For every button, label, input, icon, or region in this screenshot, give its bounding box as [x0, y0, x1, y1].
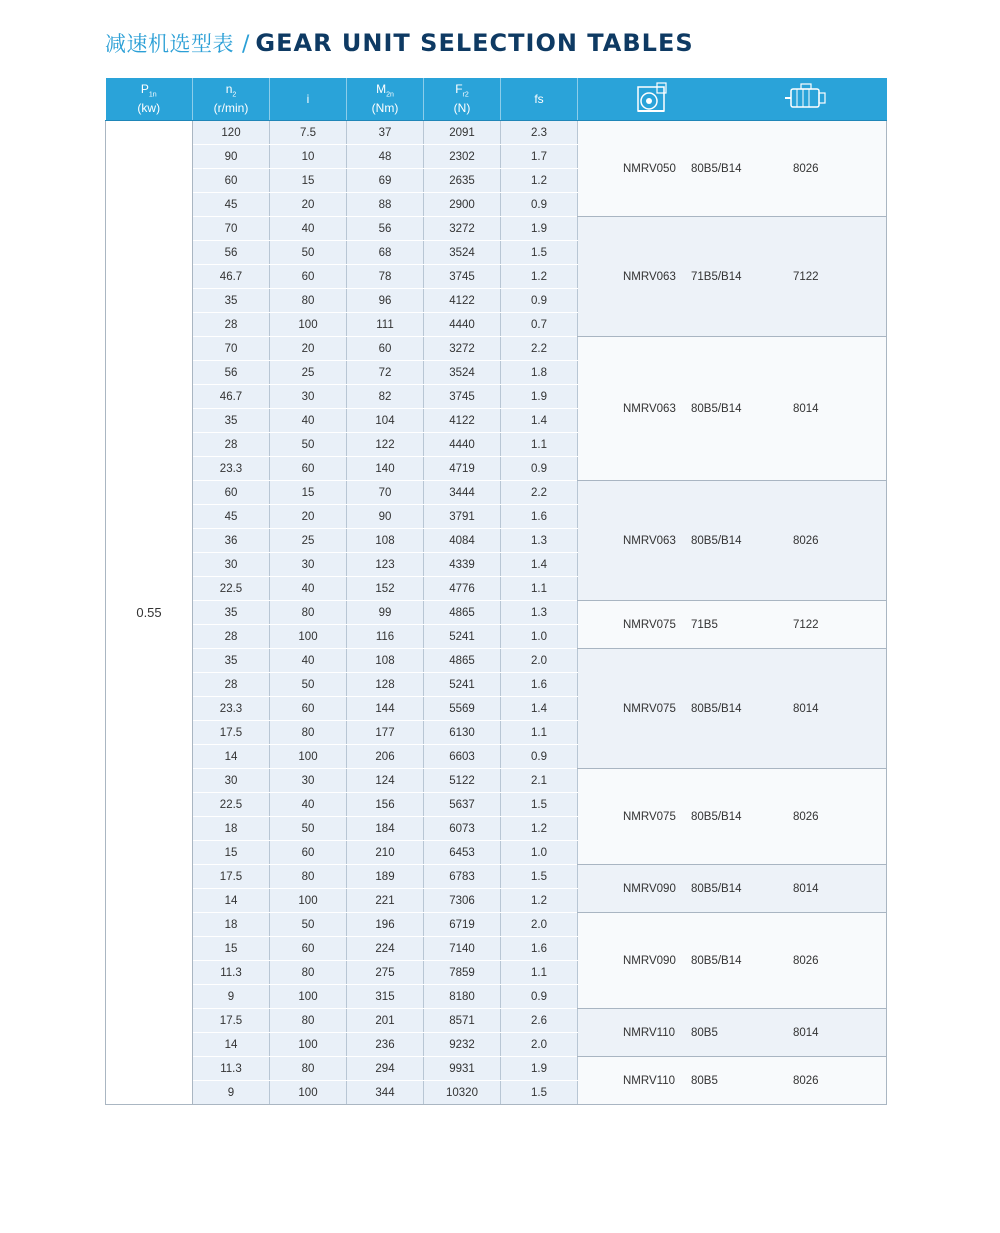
radial-load-cell: 3745: [424, 385, 501, 409]
ratio-cell: 10: [270, 145, 347, 169]
ratio-cell: 60: [270, 841, 347, 865]
radial-load-cell: 4122: [424, 409, 501, 433]
table-row: [106, 601, 887, 625]
torque-cell: 82: [347, 385, 424, 409]
n2-cell: 45: [193, 193, 270, 217]
n2-cell: 17.5: [193, 721, 270, 745]
fs-cell: 1.5: [501, 241, 578, 265]
torque-cell: 60: [347, 337, 424, 361]
torque-cell: 99: [347, 601, 424, 625]
motor-code: 7122: [793, 270, 819, 283]
fs-cell: 1.1: [501, 577, 578, 601]
radial-load-cell: 5241: [424, 625, 501, 649]
flange-spec: 80B5/B14: [691, 882, 742, 895]
torque-cell: 294: [347, 1057, 424, 1081]
torque-cell: 140: [347, 457, 424, 481]
n2-cell: 56: [193, 361, 270, 385]
model-cell: [578, 1009, 887, 1057]
radial-load-cell: 3524: [424, 361, 501, 385]
model-name: NMRV050: [623, 162, 676, 175]
header-images: [578, 78, 887, 121]
n2-cell: 9: [193, 1081, 270, 1105]
n2-cell: 11.3: [193, 961, 270, 985]
radial-load-cell: 8180: [424, 985, 501, 1009]
fs-cell: 2.2: [501, 337, 578, 361]
ratio-cell: 100: [270, 745, 347, 769]
fs-cell: 1.1: [501, 433, 578, 457]
radial-load-cell: 4865: [424, 601, 501, 625]
flange-spec: 80B5/B14: [691, 162, 742, 175]
torque-cell: 177: [347, 721, 424, 745]
ratio-cell: 60: [270, 457, 347, 481]
flange-spec: 80B5/B14: [691, 534, 742, 547]
model-name: NMRV075: [623, 810, 676, 823]
radial-load-cell: 6783: [424, 865, 501, 889]
model-name: NMRV075: [623, 702, 676, 715]
radial-load-cell: 7306: [424, 889, 501, 913]
model-name: NMRV063: [623, 402, 676, 415]
fs-cell: 0.9: [501, 193, 578, 217]
fs-cell: 2.6: [501, 1009, 578, 1033]
radial-load-cell: 3524: [424, 241, 501, 265]
ratio-cell: 80: [270, 601, 347, 625]
n2-cell: 14: [193, 745, 270, 769]
motor-icon: [783, 83, 829, 116]
ratio-cell: 60: [270, 937, 347, 961]
radial-load-cell: 5637: [424, 793, 501, 817]
fs-cell: 1.2: [501, 265, 578, 289]
n2-cell: 28: [193, 625, 270, 649]
header-row: [106, 78, 887, 121]
flange-spec: 80B5/B14: [691, 954, 742, 967]
radial-load-cell: 3272: [424, 217, 501, 241]
flange-spec: 71B5/B14: [691, 270, 742, 283]
fs-cell: 1.3: [501, 601, 578, 625]
ratio-cell: 50: [270, 817, 347, 841]
torque-cell: 189: [347, 865, 424, 889]
radial-load-cell: 4719: [424, 457, 501, 481]
motor-code: 8014: [793, 882, 819, 895]
radial-load-cell: 5569: [424, 697, 501, 721]
flange-spec: 80B5: [691, 1026, 718, 1039]
radial-load-cell: 9232: [424, 1033, 501, 1057]
radial-load-cell: 6130: [424, 721, 501, 745]
motor-code: 8026: [793, 534, 819, 547]
torque-cell: 116: [347, 625, 424, 649]
torque-cell: 224: [347, 937, 424, 961]
ratio-cell: 30: [270, 385, 347, 409]
ratio-cell: 80: [270, 865, 347, 889]
fs-cell: 1.2: [501, 169, 578, 193]
motor-code: 8026: [793, 1074, 819, 1087]
n2-cell: 28: [193, 313, 270, 337]
torque-cell: 72: [347, 361, 424, 385]
fs-cell: 2.2: [501, 481, 578, 505]
n2-cell: 14: [193, 1033, 270, 1057]
table-row: [106, 481, 887, 505]
header-output-speed: $n_2$ (r/min): [193, 78, 270, 121]
table-row: [106, 649, 887, 673]
torque-cell: 90: [347, 505, 424, 529]
model-name: NMRV063: [623, 270, 676, 283]
torque-cell: 344: [347, 1081, 424, 1105]
fs-cell: 1.4: [501, 553, 578, 577]
ratio-cell: 100: [270, 1081, 347, 1105]
torque-cell: 78: [347, 265, 424, 289]
radial-load-cell: 5122: [424, 769, 501, 793]
fs-cell: 1.8: [501, 361, 578, 385]
radial-load-cell: 4440: [424, 313, 501, 337]
ratio-cell: 100: [270, 313, 347, 337]
flange-spec: 80B5/B14: [691, 810, 742, 823]
fs-cell: 1.4: [501, 409, 578, 433]
ratio-cell: 40: [270, 577, 347, 601]
n2-cell: 46.7: [193, 385, 270, 409]
torque-cell: 152: [347, 577, 424, 601]
table-row: [106, 1009, 887, 1033]
radial-load-cell: 4084: [424, 529, 501, 553]
title-chinese: 减速机选型表: [105, 32, 234, 56]
radial-load-cell: 3745: [424, 265, 501, 289]
model-name: NMRV063: [623, 534, 676, 547]
fs-cell: 0.7: [501, 313, 578, 337]
model-cell: [578, 481, 887, 601]
model-name: NMRV110: [623, 1074, 675, 1087]
ratio-cell: 80: [270, 289, 347, 313]
motor-code: 8014: [793, 702, 819, 715]
model-cell: [578, 769, 887, 865]
model-cell: [578, 337, 887, 481]
n2-cell: 17.5: [193, 865, 270, 889]
n2-cell: 70: [193, 217, 270, 241]
table-row: [106, 865, 887, 889]
n2-cell: 30: [193, 769, 270, 793]
torque-cell: 156: [347, 793, 424, 817]
torque-cell: 144: [347, 697, 424, 721]
ratio-cell: 60: [270, 697, 347, 721]
radial-load-cell: 4122: [424, 289, 501, 313]
table-row: [106, 1057, 887, 1081]
radial-load-cell: 3444: [424, 481, 501, 505]
ratio-cell: 100: [270, 985, 347, 1009]
n2-cell: 28: [193, 433, 270, 457]
model-cell: [578, 601, 887, 649]
ratio-cell: 15: [270, 169, 347, 193]
n2-cell: 9: [193, 985, 270, 1009]
motor-code: 8014: [793, 1026, 819, 1039]
table-row: [106, 217, 887, 241]
header-output-torque: $M_{2n}$ (Nm): [347, 78, 424, 121]
torque-cell: 128: [347, 673, 424, 697]
torque-cell: 123: [347, 553, 424, 577]
torque-cell: 221: [347, 889, 424, 913]
radial-load-cell: 8571: [424, 1009, 501, 1033]
header-ratio: i: [270, 78, 347, 121]
fs-cell: 2.0: [501, 649, 578, 673]
n2-cell: 22.5: [193, 793, 270, 817]
fs-cell: 1.1: [501, 961, 578, 985]
radial-load-cell: 3272: [424, 337, 501, 361]
fs-cell: 1.5: [501, 865, 578, 889]
radial-load-cell: 5241: [424, 673, 501, 697]
ratio-cell: 60: [270, 265, 347, 289]
n2-cell: 15: [193, 841, 270, 865]
table-row: [106, 769, 887, 793]
n2-cell: 23.3: [193, 697, 270, 721]
ratio-cell: 50: [270, 673, 347, 697]
n2-cell: 46.7: [193, 265, 270, 289]
torque-cell: 96: [347, 289, 424, 313]
model-name: NMRV090: [623, 882, 676, 895]
model-cell: [578, 649, 887, 769]
ratio-cell: 30: [270, 769, 347, 793]
radial-load-cell: 4776: [424, 577, 501, 601]
ratio-cell: 40: [270, 217, 347, 241]
fs-cell: 1.6: [501, 673, 578, 697]
title-separator: /: [242, 32, 250, 57]
n2-cell: 90: [193, 145, 270, 169]
n2-cell: 22.5: [193, 577, 270, 601]
n2-cell: 18: [193, 913, 270, 937]
torque-cell: 68: [347, 241, 424, 265]
ratio-cell: 80: [270, 1057, 347, 1081]
ratio-cell: 20: [270, 337, 347, 361]
n2-cell: 70: [193, 337, 270, 361]
power-cell: 0.55: [106, 121, 193, 1105]
n2-cell: 11.3: [193, 1057, 270, 1081]
table-row: [106, 913, 887, 937]
fs-cell: 1.6: [501, 505, 578, 529]
header-power: $P_{1n}$ (kw): [106, 78, 193, 121]
n2-cell: 60: [193, 481, 270, 505]
torque-cell: 210: [347, 841, 424, 865]
fs-cell: 1.9: [501, 217, 578, 241]
page-title: [105, 28, 694, 62]
torque-cell: 201: [347, 1009, 424, 1033]
n2-cell: 23.3: [193, 457, 270, 481]
n2-cell: 60: [193, 169, 270, 193]
torque-cell: 56: [347, 217, 424, 241]
motor-code: 7122: [793, 618, 819, 631]
ratio-cell: 80: [270, 1009, 347, 1033]
fs-cell: 1.2: [501, 889, 578, 913]
torque-cell: 275: [347, 961, 424, 985]
radial-load-cell: 4440: [424, 433, 501, 457]
torque-cell: 48: [347, 145, 424, 169]
model-name: NMRV090: [623, 954, 676, 967]
fs-cell: 0.9: [501, 745, 578, 769]
fs-cell: 1.4: [501, 697, 578, 721]
fs-cell: 1.5: [501, 1081, 578, 1105]
model-cell: [578, 121, 887, 217]
torque-cell: 184: [347, 817, 424, 841]
fs-cell: 2.0: [501, 1033, 578, 1057]
ratio-cell: 50: [270, 241, 347, 265]
n2-cell: 15: [193, 937, 270, 961]
radial-load-cell: 9931: [424, 1057, 501, 1081]
ratio-cell: 80: [270, 961, 347, 985]
motor-code: 8026: [793, 954, 819, 967]
n2-cell: 35: [193, 289, 270, 313]
selection-table: [105, 78, 887, 1105]
fs-cell: 2.3: [501, 121, 578, 145]
radial-load-cell: 3791: [424, 505, 501, 529]
fs-cell: 0.9: [501, 985, 578, 1009]
n2-cell: 28: [193, 673, 270, 697]
n2-cell: 17.5: [193, 1009, 270, 1033]
n2-cell: 120: [193, 121, 270, 145]
gear-unit-icon: [635, 81, 669, 118]
n2-cell: 14: [193, 889, 270, 913]
radial-load-cell: 6719: [424, 913, 501, 937]
flange-spec: 80B5: [691, 1074, 718, 1087]
motor-code: 8014: [793, 402, 819, 415]
header-radial-load: $F_{r2}$ (N): [424, 78, 501, 121]
torque-cell: 124: [347, 769, 424, 793]
ratio-cell: 20: [270, 505, 347, 529]
fs-cell: 2.0: [501, 913, 578, 937]
fs-cell: 1.7: [501, 145, 578, 169]
torque-cell: 108: [347, 649, 424, 673]
radial-load-cell: 4865: [424, 649, 501, 673]
n2-cell: 18: [193, 817, 270, 841]
n2-cell: 35: [193, 649, 270, 673]
fs-cell: 1.5: [501, 793, 578, 817]
radial-load-cell: 7859: [424, 961, 501, 985]
radial-load-cell: 6453: [424, 841, 501, 865]
fs-cell: 1.0: [501, 841, 578, 865]
fs-cell: 1.9: [501, 385, 578, 409]
torque-cell: 196: [347, 913, 424, 937]
ratio-cell: 50: [270, 913, 347, 937]
header-service-factor: fs: [501, 78, 578, 121]
ratio-cell: 100: [270, 889, 347, 913]
torque-cell: 37: [347, 121, 424, 145]
radial-load-cell: 6073: [424, 817, 501, 841]
fs-cell: 0.9: [501, 289, 578, 313]
radial-load-cell: 4339: [424, 553, 501, 577]
torque-cell: 206: [347, 745, 424, 769]
ratio-cell: 25: [270, 529, 347, 553]
fs-cell: 1.0: [501, 625, 578, 649]
model-name: NMRV110: [623, 1026, 675, 1039]
ratio-cell: 50: [270, 433, 347, 457]
ratio-cell: 40: [270, 793, 347, 817]
torque-cell: 88: [347, 193, 424, 217]
table-row: [106, 337, 887, 361]
fs-cell: 1.1: [501, 721, 578, 745]
fs-cell: 1.3: [501, 529, 578, 553]
n2-cell: 56: [193, 241, 270, 265]
ratio-cell: 30: [270, 553, 347, 577]
fs-cell: 0.9: [501, 457, 578, 481]
radial-load-cell: 7140: [424, 937, 501, 961]
n2-cell: 36: [193, 529, 270, 553]
radial-load-cell: 6603: [424, 745, 501, 769]
model-cell: [578, 217, 887, 337]
torque-cell: 108: [347, 529, 424, 553]
radial-load-cell: 2302: [424, 145, 501, 169]
radial-load-cell: 10320: [424, 1081, 501, 1105]
fs-cell: 1.9: [501, 1057, 578, 1081]
radial-load-cell: 2635: [424, 169, 501, 193]
torque-cell: 70: [347, 481, 424, 505]
torque-cell: 315: [347, 985, 424, 1009]
fs-cell: 2.1: [501, 769, 578, 793]
ratio-cell: 100: [270, 1033, 347, 1057]
ratio-cell: 100: [270, 625, 347, 649]
model-cell: [578, 913, 887, 1009]
ratio-cell: 7.5: [270, 121, 347, 145]
flange-spec: 80B5/B14: [691, 402, 742, 415]
torque-cell: 111: [347, 313, 424, 337]
torque-cell: 69: [347, 169, 424, 193]
ratio-cell: 20: [270, 193, 347, 217]
ratio-cell: 40: [270, 649, 347, 673]
flange-spec: 71B5: [691, 618, 718, 631]
n2-cell: 45: [193, 505, 270, 529]
table-row: [106, 121, 887, 145]
model-cell: [578, 865, 887, 913]
fs-cell: 1.2: [501, 817, 578, 841]
radial-load-cell: 2091: [424, 121, 501, 145]
torque-cell: 104: [347, 409, 424, 433]
model-cell: [578, 1057, 887, 1105]
torque-cell: 236: [347, 1033, 424, 1057]
radial-load-cell: 2900: [424, 193, 501, 217]
n2-cell: 35: [193, 601, 270, 625]
motor-code: 8026: [793, 810, 819, 823]
ratio-cell: 15: [270, 481, 347, 505]
title-english: GEAR UNIT SELECTION TABLES: [255, 29, 694, 57]
ratio-cell: 80: [270, 721, 347, 745]
motor-code: 8026: [793, 162, 819, 175]
model-name: NMRV075: [623, 618, 676, 631]
n2-cell: 35: [193, 409, 270, 433]
n2-cell: 30: [193, 553, 270, 577]
fs-cell: 1.6: [501, 937, 578, 961]
ratio-cell: 25: [270, 361, 347, 385]
flange-spec: 80B5/B14: [691, 702, 742, 715]
ratio-cell: 40: [270, 409, 347, 433]
torque-cell: 122: [347, 433, 424, 457]
